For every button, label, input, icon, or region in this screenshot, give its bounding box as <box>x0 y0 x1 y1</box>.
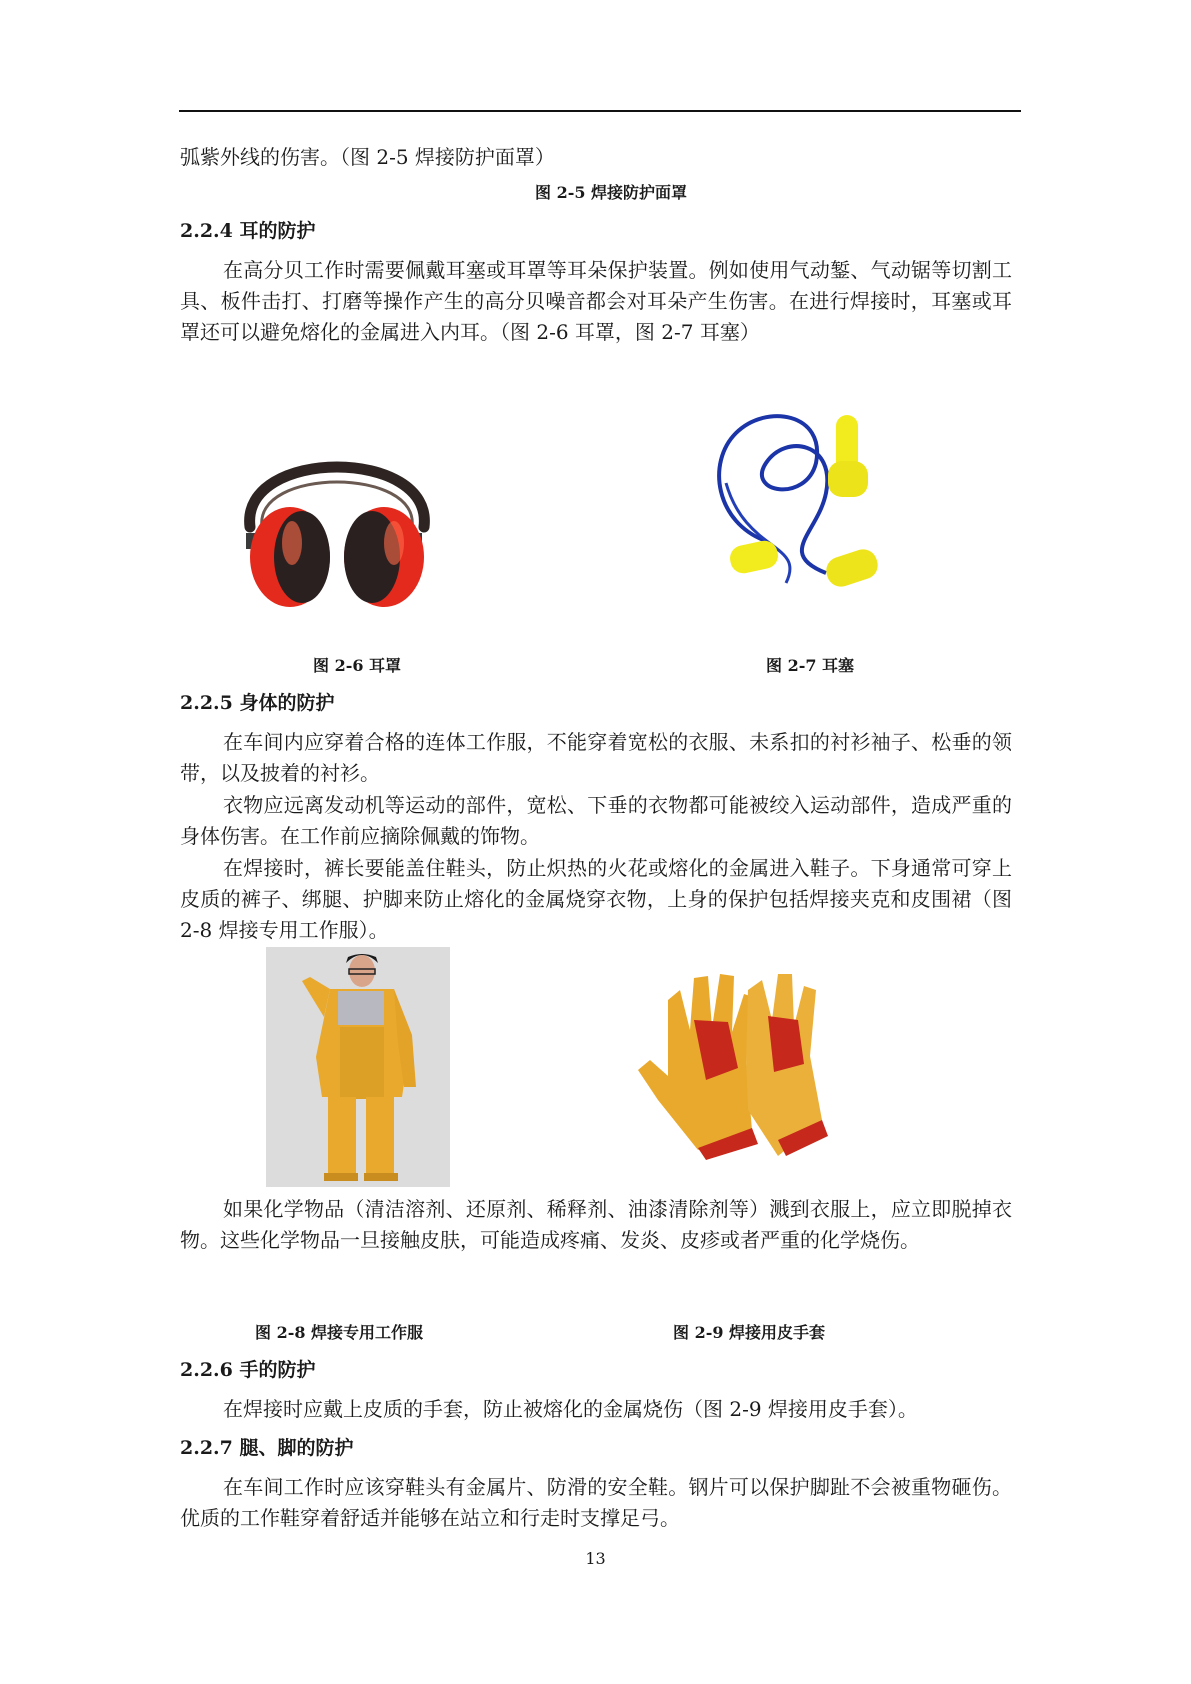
caption-fig-2-5: 图 2-5 焊接防护面罩 <box>535 183 688 202</box>
earplugs-image <box>706 403 906 609</box>
caption-fig-2-7: 图 2-7 耳塞 <box>766 656 855 675</box>
heading-2-2-5: 2.2.5 身体的防护 <box>180 692 335 714</box>
leather-gloves-image <box>628 960 838 1160</box>
header-rule <box>179 110 1021 112</box>
caption-fig-2-9: 图 2-9 焊接用皮手套 <box>673 1323 826 1342</box>
heading-2-2-4: 2.2.4 耳的防护 <box>180 220 316 242</box>
welding-suit-image <box>266 947 450 1187</box>
paragraph-chemicals: 如果化学物品（清洁溶剂、还原剂、稀释剂、油漆清除剂等）溅到衣服上，应立即脱掉衣物。这些化学物品一旦接触皮肤，可能造成疼痛、发炎、皮疹或者严重的化学烧伤。 <box>180 1197 1012 1252</box>
paragraph-feet-protection: 在车间工作时应该穿鞋头有金属片、防滑的安全鞋。钢片可以保护脚趾不会被重物砸伤。优质的工作鞋穿着舒适并能够在站立和行走时支撑足弓。 <box>180 1475 1012 1530</box>
paragraph-body-3: 在焊接时，裤长要能盖住鞋头，防止炽热的火花或熔化的金属进入鞋子。下身通常可穿上皮质的裤子、绑腿、护脚来防止熔化的金属烧穿衣物，上身的保护包括焊接夹克和皮围裙（图 2-8 焊接专用工作服）。 <box>180 856 1012 942</box>
paragraph-hand-protection: 在焊接时应戴上皮质的手套，防止被熔化的金属烧伤（图 2-9 焊接用皮手套）。 <box>223 1397 918 1421</box>
earmuff-image <box>232 425 442 611</box>
paragraph-body-2: 衣物应远离发动机等运动的部件，宽松、下垂的衣物都可能被绞入运动部件，造成严重的身体伤害。在工作前应摘除佩戴的饰物。 <box>180 793 1012 848</box>
page-number: 13 <box>585 1549 606 1568</box>
paragraph-ear-protection: 在高分贝工作时需要佩戴耳塞或耳罩等耳朵保护装置。例如使用气动錾、气动锯等切割工具、板件击打、打磨等操作产生的高分贝噪音都会对耳朵产生伤害。在进行焊接时，耳塞或耳罩还可以避免熔化的金属进入内耳。（图 2-6 耳罩，图 2-7 耳塞） <box>180 258 1012 344</box>
paragraph-intro: 弧紫外线的伤害。（图 2-5 焊接防护面罩） <box>180 145 555 169</box>
heading-2-2-6: 2.2.6 手的防护 <box>180 1359 316 1381</box>
caption-fig-2-6: 图 2-6 耳罩 <box>313 656 402 675</box>
caption-fig-2-8: 图 2-8 焊接专用工作服 <box>255 1323 424 1342</box>
paragraph-body-1: 在车间内应穿着合格的连体工作服，不能穿着宽松的衣服、未系扣的衬衫袖子、松垂的领带，以及披着的衬衫。 <box>180 730 1012 785</box>
heading-2-2-7: 2.2.7 腿、脚的防护 <box>180 1437 354 1459</box>
